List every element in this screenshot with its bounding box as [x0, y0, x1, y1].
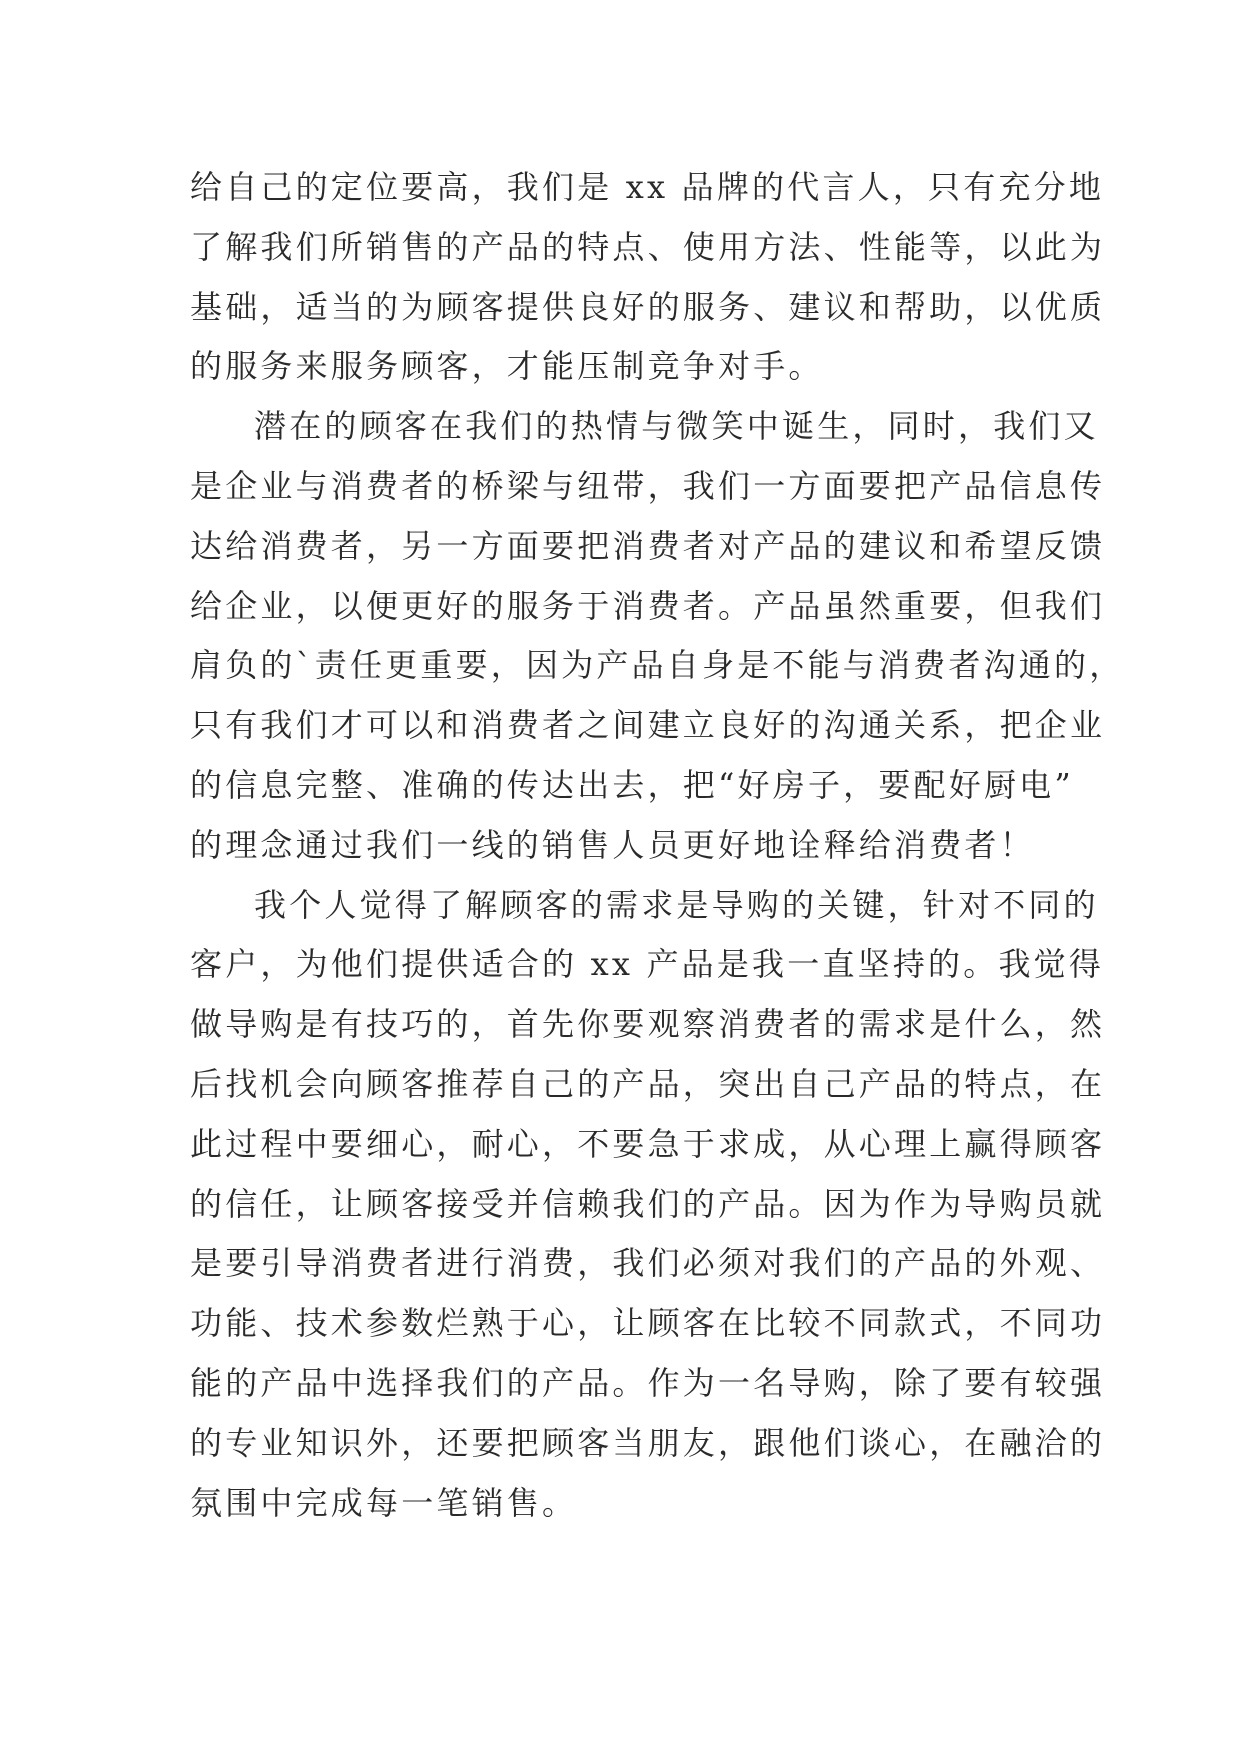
text-line: 只有我们才可以和消费者之间建立良好的沟通关系，把企业 — [190, 706, 1106, 745]
text-line: 功能、技术参数烂熟于心，让顾客在比较不同款式，不同功 — [190, 1304, 1106, 1343]
text-line: 基础，适当的为顾客提供良好的服务、建议和帮助，以优质 — [190, 287, 1106, 326]
text-line: 达给消费者，另一方面要把消费者对产品的建议和希望反馈 — [190, 526, 1106, 565]
text-line: 能的产品中选择我们的产品。作为一名导购，除了要有较强 — [190, 1363, 1106, 1402]
text-line: 的服务来服务顾客，才能压制竞争对手。 — [190, 347, 824, 386]
paragraph-first-line: 我个人觉得了解顾客的需求是导购的关键，针对不同的 — [254, 885, 1099, 924]
text-line: 给企业，以便更好的服务于消费者。产品虽然重要，但我们 — [190, 586, 1106, 625]
body-text — [190, 158, 1125, 1533]
text-line: 的理念通过我们一线的销售人员更好地诠释给消费者！ — [190, 825, 1035, 864]
text-line: 的信息完整、准确的传达出去，把“好房子，要配好厨电” — [190, 765, 1074, 804]
text-line: 的信任，让顾客接受并信赖我们的产品。因为作为导购员就 — [190, 1184, 1106, 1223]
text-line: 氛围中完成每一笔销售。 — [190, 1483, 578, 1522]
text-line: 后找机会向顾客推荐自己的产品，突出自己产品的特点，在 — [190, 1064, 1106, 1103]
text-line: 给自己的定位要高，我们是 xx 品牌的代言人，只有充分地 — [190, 168, 1105, 206]
text-line: 做导购是有技巧的，首先你要观察消费者的需求是什么，然 — [190, 1005, 1106, 1044]
text-line: 肩负的`责任更重要，因为产品自身是不能与消费者沟通的， — [190, 646, 1125, 685]
paragraph-first-line: 潜在的顾客在我们的热情与微笑中诞生，同时，我们又 — [254, 407, 1099, 446]
text-line: 是企业与消费者的桥梁与纽带，我们一方面要把产品信息传 — [190, 466, 1106, 505]
text-line: 是要引导消费者进行消费，我们必须对我们的产品的外观、 — [190, 1244, 1106, 1283]
text-line: 客户，为他们提供适合的 xx 产品是我一直坚持的。我觉得 — [190, 945, 1105, 984]
text-line: 的专业知识外，还要把顾客当朋友，跟他们谈心，在融洽的 — [190, 1423, 1106, 1462]
text-line: 此过程中要细心，耐心，不要急于求成，从心理上赢得顾客 — [190, 1124, 1106, 1163]
text-line: 了解我们所销售的产品的特点、使用方法、性能等，以此为 — [190, 227, 1106, 266]
